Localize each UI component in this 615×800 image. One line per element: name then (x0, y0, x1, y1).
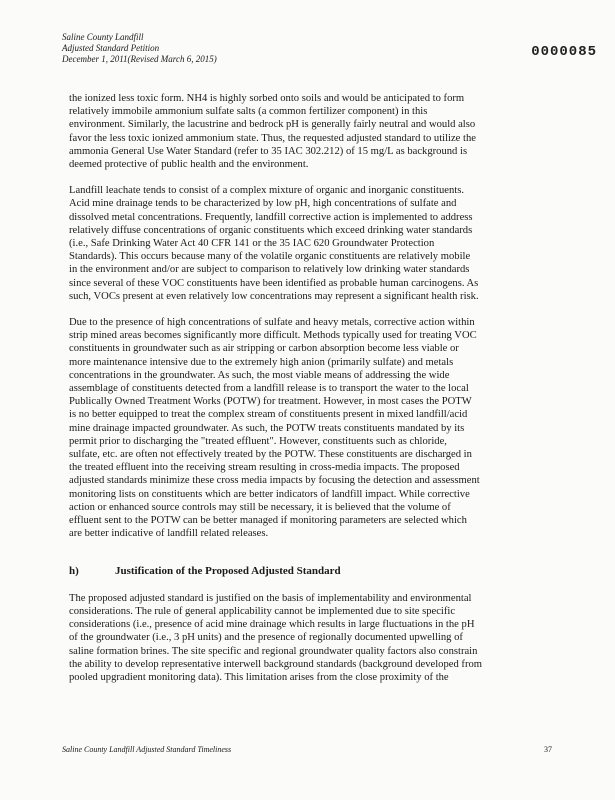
paragraph-line: ammonia General Use Water Standard (refer to 35 IAC 302.212) of 15 mg/L as background is (69, 145, 468, 157)
paragraph-line: action or enhanced source controls may still be necessary, it is believed that the volume of (69, 501, 451, 513)
paragraph-line: considerations. The rule of general applicability cannot be implemented due to site specific (69, 605, 456, 617)
paragraph-line: since several of these VOC constituents have been identified as probable human carcinogens. As (69, 277, 479, 289)
paragraph-line: more maintenance intensive due to the extremely high anion (primarily sulfate) and metals (69, 356, 454, 368)
paragraph-line: saline formation brines. The site specific and regional groundwater quality factors also constrain (69, 645, 478, 657)
paragraph-line: Landfill leachate tends to consist of a complex mixture of organic and inorganic constituents. (69, 185, 464, 197)
paragraph-line: adjusted standards minimize these cross media impacts by focusing the detection and assessment (69, 475, 480, 487)
paragraph-line: relatively diffuse concentrations of organic constituents which exceed drinking water standards (69, 224, 473, 236)
paragraph-line: strip mined areas becomes significantly more difficult. Methods typically used for treating VOC (69, 330, 477, 342)
paragraph-line: constituents in groundwater such as air stripping or carbon absorption become less viable or (69, 343, 459, 355)
paragraph-line: concentrations in the groundwater. As such, the most viable means of addressing the wide (69, 369, 450, 381)
paragraph-line: of the groundwater (i.e., 3 pH units) and the presence of regionally documented upwelling of (69, 632, 463, 644)
header-line-3: December 1, 2011(Revised March 6, 2015) (62, 54, 217, 64)
paragraph-line: (i.e., Safe Drinking Water Act 40 CFR 141 or the 35 IAC 620 Groundwater Protection (69, 238, 435, 250)
paragraph-line: considerations (i.e., presence of acid mine drainage which results in large fluctuations in the pH (69, 619, 475, 631)
section-paragraph (69, 592, 549, 684)
paragraph-line: dissolved metal concentrations. Frequently, landfill corrective action is implemented to address (69, 211, 473, 223)
section-heading (69, 565, 549, 578)
section-label: h) (69, 564, 79, 577)
footer-page-number: 37 (544, 745, 552, 754)
header-line-2: Adjusted Standard Petition (62, 43, 160, 53)
paragraph-3 (69, 316, 549, 540)
paragraph-line: sulfate, etc. are often not effectively treated by the POTW. These constituents are discharged in (69, 449, 472, 461)
paragraph-2 (69, 184, 549, 303)
paragraph-line: such, VOCs present at even relatively low concentrations may represent a significant health risk. (69, 290, 479, 302)
paragraph-line: in the environment and/or are subject to comparison to relatively low drinking water standards (69, 264, 470, 276)
running-footer (62, 745, 552, 754)
paragraph-1 (69, 92, 549, 171)
header-line-1: Saline County Landfill (62, 32, 144, 42)
paragraph-line: The proposed adjusted standard is justified on the basis of implementability and environmental (69, 592, 472, 604)
footer-title: Saline County Landfill Adjusted Standard Timeliness (62, 745, 232, 754)
section-title: Justification of the Proposed Adjusted Standard (115, 564, 341, 577)
paragraph-line: monitoring lists on constituents which are better indicators of landfill impact. While corrective (69, 488, 470, 500)
paragraph-line: favor the less toxic ionized ammonium state. Thus, the requested adjusted standard to utilize the (69, 132, 476, 144)
document-body (69, 92, 549, 697)
paragraph-line: is no better equipped to treat the complex stream of constituents present in mixed landfill/acid (69, 409, 468, 421)
paragraph-line: the ionized less toxic form. NH4 is highly sorbed onto soils and would be anticipated to form (69, 93, 465, 104)
paragraph-line: Due to the presence of high concentrations of sulfate and heavy metals, corrective action within (69, 317, 475, 329)
bates-stamp-number: 0000085 (531, 44, 597, 60)
paragraph-line: mine drainage impacted groundwater. As such, the POTW treats constituents mandated by its (69, 422, 465, 434)
running-header (62, 32, 217, 65)
paragraph-line: deemed protective of public health and the environment. (69, 159, 309, 171)
paragraph-line: Publically Owned Treatment Works (POTW) for treatment. However, in most cases the POTW (69, 396, 472, 408)
paragraph-line: environment. Similarly, the lacustrine and bedrock pH is generally fairly neutral and would also (69, 119, 476, 131)
paragraph-line: Standards). This occurs because many of the volatile organic constituents are relatively mobile (69, 251, 471, 263)
paragraph-line: the treated effluent into the receiving stream resulting in cross-media impacts. The proposed (69, 462, 460, 474)
paragraph-line: the ability to develop representative interwell background standards (background developed from (69, 658, 483, 670)
paragraph-line: relatively immobile ammonium sulfate salts (a common fertilizer component) in this (69, 106, 428, 118)
paragraph-line: Acid mine drainage tends to be characterized by low pH, high concentrations of sulfate and (69, 198, 457, 210)
paragraph-line: effluent sent to the POTW can be better managed if monitoring parameters are selected which (69, 515, 467, 527)
paragraph-line: pooled upgradient monitoring data). This limitation arises from the close proximity of the (69, 671, 449, 683)
paragraph-line: are better indicative of landfill related releases. (69, 528, 269, 540)
paragraph-line: permit prior to discharging the "treated effluent". However, constituents such as chloride, (69, 435, 447, 447)
paragraph-line: assemblage of constituents detected from a landfill release is to transport the water to the local (69, 383, 469, 395)
